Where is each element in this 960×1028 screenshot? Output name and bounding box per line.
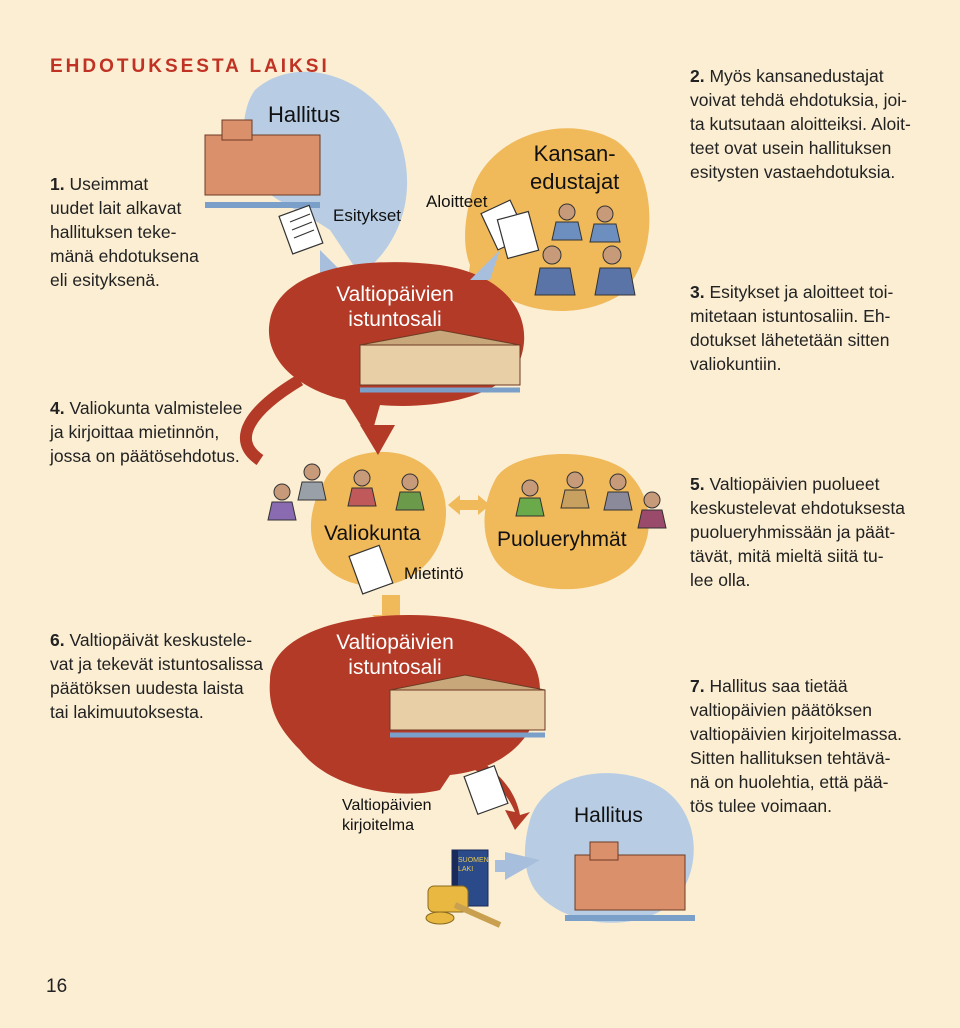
step-4-line: Valiokunta valmistelee (69, 398, 243, 418)
step-5-text (690, 472, 905, 592)
step-3-line: Esitykset ja aloitteet toi- (709, 282, 894, 302)
step-5-line: tävät, mitä mieltä siitä tu- (690, 546, 884, 566)
istuntosali-label-2 (330, 630, 460, 680)
page-number: 16 (46, 976, 68, 997)
istuntosali-line: Valtiopäivien (336, 283, 454, 306)
step-6-line: Valtiopäivät keskustele- (69, 630, 253, 650)
kirjoitelma-line: kirjoitelma (342, 817, 415, 834)
step-4-num: 4. (50, 398, 65, 418)
step-2-line: teet ovat usein hallituksen (690, 138, 892, 158)
step-6-line: päätöksen uudesta laista (50, 678, 244, 698)
gavel-icon (426, 886, 500, 925)
puolueryhmat-bubble (484, 454, 648, 589)
step-1-line: Useimmat (69, 174, 149, 194)
step-7-line: Hallitus saa tietää (709, 676, 848, 696)
step-7-line: nä on huolehtia, että pää- (690, 772, 889, 792)
step-6-text (50, 628, 263, 724)
step-4-text (50, 396, 242, 468)
document-icon-kirjoitelma (464, 766, 508, 815)
step-4-line: ja kirjoittaa mietinnön, (50, 422, 220, 442)
step-2-line: esitysten vastaehdotuksia. (690, 162, 896, 182)
arrow-to-valiokunta (360, 425, 395, 455)
step-6-line: vat ja tekevät istuntosalissa (50, 654, 264, 674)
step-1-line: uudet lait alkavat (50, 198, 182, 218)
step-5-line: puolueryhmissään ja päät- (690, 522, 896, 542)
step-4-line: jossa on päätösehdotus. (50, 446, 240, 466)
kirjoitelma-line: Valtiopäivien (342, 797, 432, 814)
kansanedustajat-label (530, 140, 619, 196)
step-1-text (50, 172, 199, 292)
step-3-num: 3. (690, 282, 705, 302)
step-2-line: voivat tehdä ehdotuksia, joi- (690, 90, 907, 110)
book-title (458, 856, 489, 874)
hallitus-label-bottom: Hallitus (574, 804, 643, 827)
step-1-line: hallituksen teke- (50, 222, 177, 242)
istuntosali-label-1 (330, 282, 460, 332)
esitykset-label: Esitykset (333, 206, 402, 225)
step-1-line: mänä ehdotuksena (50, 246, 199, 266)
step-7-line: valtiopäivien kirjoitelmassa. (690, 724, 903, 744)
step-6-num: 6. (50, 630, 65, 650)
istuntosali-line: istuntosali (348, 308, 442, 331)
step-7-line: valtiopäivien päätöksen (690, 700, 872, 720)
step-2-text (690, 64, 911, 184)
kirjoitelma-label (342, 796, 432, 836)
step-7-line: Sitten hallituksen tehtävä- (690, 748, 891, 768)
step-3-line: valiokuntiin. (690, 354, 782, 374)
book-title-line: LAKI (458, 866, 474, 873)
step-7-num: 7. (690, 676, 705, 696)
step-2-line: Myös kansanedustajat (709, 66, 884, 86)
step-7-line: tös tulee voimaan. (690, 796, 833, 816)
istuntosali-line: Valtiopäivien (336, 631, 454, 654)
step-1-line: eli esityksenä. (50, 270, 160, 290)
kansanedustajat-line: edustajat (530, 169, 620, 194)
step-7-text (690, 674, 902, 818)
step-2-line: ta kutsutaan aloitteiksi. Aloit- (690, 114, 911, 134)
puolueryhmat-label: Puolueryhmät (497, 528, 627, 551)
book-title-line: SUOMEN (458, 857, 489, 864)
step-1-num: 1. (50, 174, 65, 194)
step-3-line: dotukset lähetetään sitten (690, 330, 890, 350)
step-5-num: 5. (690, 474, 705, 494)
step-5-line: Valtiopäivien puolueet (709, 474, 880, 494)
step-3-line: mitetaan istuntosaliin. Eh- (690, 306, 891, 326)
aloitteet-label: Aloitteet (426, 192, 488, 211)
step-5-line: keskustelevat ehdotuksesta (690, 498, 905, 518)
step-3-text (690, 280, 893, 376)
hallitus-label-top: Hallitus (268, 102, 341, 127)
step-6-line: tai lakimuutoksesta. (50, 702, 204, 722)
double-arrow (448, 495, 490, 515)
valiokunta-label: Valiokunta (324, 522, 421, 545)
kansanedustajat-line: Kansan- (533, 141, 616, 166)
istuntosali-line: istuntosali (348, 656, 442, 679)
step-5-line: lee olla. (690, 570, 751, 590)
flow-curve-1 (246, 380, 300, 460)
page-title: EHDOTUKSESTA LAIKSI (50, 56, 330, 77)
mietinto-label: Mietintö (404, 564, 464, 583)
step-2-num: 2. (690, 66, 705, 86)
